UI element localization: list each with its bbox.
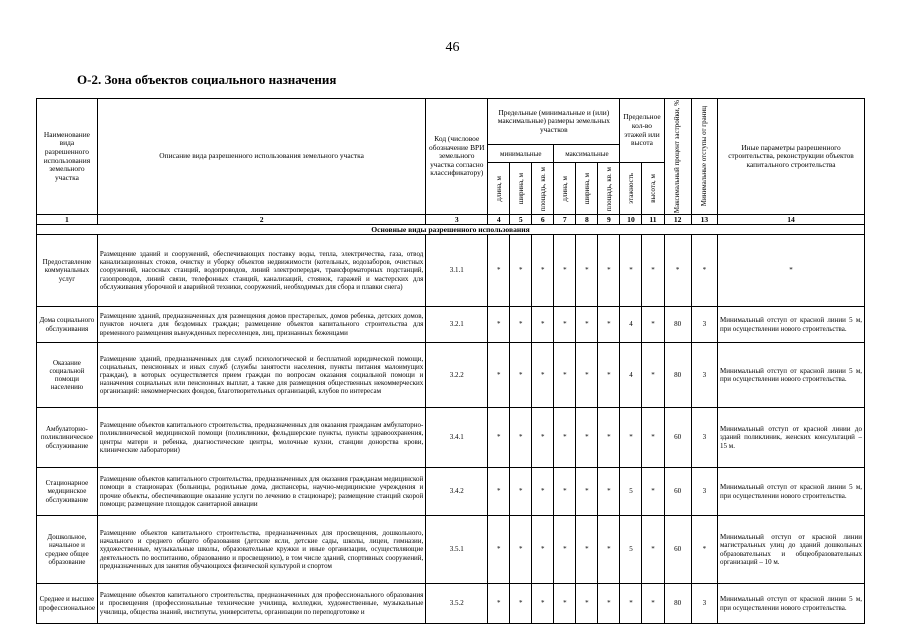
row-other-params: Минимальный отступ от красной линии 5 м, при осуществлении нового строительства. xyxy=(718,468,865,516)
row-name: Стационарное медицинское обслуживание xyxy=(37,468,98,516)
row-value: 80 xyxy=(664,343,691,408)
col-number: 4 xyxy=(488,215,510,225)
row-description: Размещение зданий и сооружений, обеспечивающих поставку воды, тепла, электричества, газа, отвод канализационных стоков, очистку и уборку объектов недвижимости (котельных, водозаборов, очистных сооружений, насосных станций, водопроводов, линий электропередач, трансформаторных подстанций, газопроводов, линий связи, телефонных станций, канализаций, стоянок, гаражей и мастерских для обслуживания уборочной и аварийной техники, сооружений, необходимых для сбора и плавки снега) xyxy=(97,235,425,307)
row-value: * xyxy=(532,516,554,584)
row-value: * xyxy=(598,307,620,343)
row-value: 3 xyxy=(691,343,717,408)
table-row xyxy=(37,343,865,408)
row-description: Размещение объектов капитального строительства, предназначенных для профессионального образования и просвещения (профессиональные технические училища, колледжи, художественные, музыкальные училища, общества знаний, институты, университеты, организации по переподготовке и xyxy=(97,584,425,624)
column-numbers-row xyxy=(37,215,865,225)
row-description: Размещение зданий, предназначенных для служб психологической и бесплатной юридической помощи, социальных, пенсионных и иных служб (службы занятости населения, пункты питания малоимущих граждан), в которых осуществляется прием граждан по вопросам оказания социальной помощи и назначения социальных или пенсионных выплат, а также для размещения общественных некоммерческих организаций: некоммерческих фондов, благотворительных организаций, клубов по интересам xyxy=(97,343,425,408)
header-width-min: ширина, м xyxy=(516,173,525,205)
header-length-min: длина, м xyxy=(494,175,503,202)
row-value: * xyxy=(620,235,642,307)
header-other-params: Иные параметры разрешенного строительства, реконструкции объектов капитального строительства xyxy=(718,99,865,215)
row-description: Размещение объектов капитального строительства, предназначенных для оказания гражданам амбулаторно-поликлинической медицинской помощи (поликлиники, фельдшерские пункты, пункты здравоохранения, центры матери и ребенка, диагностические центры, молочные кухни, станции донорства крови, клинические лаборатории) xyxy=(97,408,425,468)
row-value: * xyxy=(691,516,717,584)
row-value: 3 xyxy=(691,584,717,624)
row-code: 3.4.1 xyxy=(426,408,488,468)
row-value: 4 xyxy=(620,343,642,408)
row-value: 5 xyxy=(620,516,642,584)
row-value: * xyxy=(510,235,532,307)
row-value: 80 xyxy=(664,307,691,343)
row-value: * xyxy=(642,516,664,584)
header-col2: Описание вида разрешенного использования земельного участка xyxy=(97,99,425,215)
row-other-params: * xyxy=(718,235,865,307)
row-description: Размещение объектов капитального строительства, предназначенных для оказания гражданам медицинской помощи в стационарах (больницы, родильные дома, диспансеры, научно-медицинские учреждения и прочие объекты, обеспечивающие оказание услуги по лечению в стационаре); размещение станций скорой помощи; размещение площадок санитарной авиации xyxy=(97,468,425,516)
row-name: Дошкольное, начальное и среднее общее образование xyxy=(37,516,98,584)
row-value: * xyxy=(554,468,576,516)
row-code: 3.5.2 xyxy=(426,584,488,624)
section-title: Основные виды разрешенного использования xyxy=(37,225,865,235)
row-other-params: Минимальный отступ от красной линии 5 м, при осуществлении нового строительства. xyxy=(718,343,865,408)
col-number: 10 xyxy=(620,215,642,225)
row-value: * xyxy=(488,468,510,516)
row-value: * xyxy=(642,468,664,516)
row-name: Оказание социальной помощи населению xyxy=(37,343,98,408)
table-row xyxy=(37,408,865,468)
row-other-params: Минимальный отступ от красной линии 5 м, при осуществлении нового строительства. xyxy=(718,584,865,624)
row-value: 80 xyxy=(664,584,691,624)
row-value: * xyxy=(532,408,554,468)
table-row xyxy=(37,307,865,343)
row-value: 60 xyxy=(664,516,691,584)
row-name: Предоставление коммунальных услуг xyxy=(37,235,98,307)
row-other-params: Минимальный отступ от красной линии до зданий поликлиник, женских консультаций – 15 м. xyxy=(718,408,865,468)
row-name: Амбулаторно-поликлиническое обслуживание xyxy=(37,408,98,468)
header-width-max: ширина, м xyxy=(582,173,591,205)
row-value: * xyxy=(532,343,554,408)
col-number: 1 xyxy=(37,215,98,225)
row-value: * xyxy=(642,235,664,307)
header-floors: этажность xyxy=(626,173,635,205)
row-value: * xyxy=(691,235,717,307)
col-number: 14 xyxy=(718,215,865,225)
page-number: 46 xyxy=(445,40,460,55)
zoning-table xyxy=(36,98,865,624)
row-value: * xyxy=(554,235,576,307)
col-number: 8 xyxy=(576,215,598,225)
row-value: 5 xyxy=(620,468,642,516)
table-row xyxy=(37,468,865,516)
header-max-group: максимальные xyxy=(554,145,620,163)
row-value: * xyxy=(598,584,620,624)
row-value: * xyxy=(510,468,532,516)
row-code: 3.1.1 xyxy=(426,235,488,307)
header-area-min: площадь, кв. м xyxy=(538,166,547,211)
row-value: 60 xyxy=(664,408,691,468)
row-value: * xyxy=(642,343,664,408)
col-number: 11 xyxy=(642,215,664,225)
row-value: 3 xyxy=(691,468,717,516)
row-value: * xyxy=(488,307,510,343)
col-number: 6 xyxy=(532,215,554,225)
row-value: * xyxy=(554,343,576,408)
row-value: * xyxy=(532,307,554,343)
row-value: * xyxy=(488,343,510,408)
table-row xyxy=(37,584,865,624)
row-value: * xyxy=(642,408,664,468)
row-code: 3.2.1 xyxy=(426,307,488,343)
row-value: * xyxy=(510,343,532,408)
row-value: * xyxy=(510,408,532,468)
header-length-max: длина, м xyxy=(560,175,569,202)
row-name: Дома социального обслуживания xyxy=(37,307,98,343)
row-value: * xyxy=(576,468,598,516)
table-row xyxy=(37,516,865,584)
row-value: * xyxy=(576,584,598,624)
row-code: 3.2.2 xyxy=(426,343,488,408)
header-col3: Код (числовое обозначение ВРИ земельного участка согласно классификатору) xyxy=(426,99,488,215)
row-value: 3 xyxy=(691,408,717,468)
row-other-params: Минимальный отступ от красной линии магистральных улиц до зданий дошкольных образовательных и общеобразовательных организаций – 10 м. xyxy=(718,516,865,584)
row-value: * xyxy=(598,235,620,307)
row-value: * xyxy=(642,584,664,624)
row-value: * xyxy=(532,235,554,307)
row-value: * xyxy=(598,408,620,468)
row-value: * xyxy=(576,343,598,408)
row-name: Среднее и высшее профессиональное xyxy=(37,584,98,624)
row-value: * xyxy=(664,235,691,307)
row-other-params: Минимальный отступ от красной линии 5 м, при осуществлении нового строительства. xyxy=(718,307,865,343)
row-value: * xyxy=(488,408,510,468)
row-value: * xyxy=(488,235,510,307)
header-limits-group: Предельные (минимальные и (или) максимальные) размеры земельных участков xyxy=(488,99,620,145)
row-value: * xyxy=(576,408,598,468)
row-value: * xyxy=(576,307,598,343)
header-max-percent: Максимальный процент застройки, % xyxy=(673,100,682,214)
row-description: Размещение зданий, предназначенных для размещения домов престарелых, домов ребенка, детских домов, пунктов ночлега для бездомных граждан; размещение объектов капитального строительства для временного размещения вынужденных переселенцев, лиц, признанных беженцами xyxy=(97,307,425,343)
row-value: * xyxy=(620,408,642,468)
row-value: * xyxy=(576,516,598,584)
header-col1: Наименование вида разрешенного использования земельного участка xyxy=(37,99,98,215)
row-value: 3 xyxy=(691,307,717,343)
row-value: * xyxy=(510,584,532,624)
row-value: * xyxy=(510,307,532,343)
row-value: * xyxy=(554,516,576,584)
row-value: * xyxy=(576,235,598,307)
col-number: 2 xyxy=(97,215,425,225)
col-number: 9 xyxy=(598,215,620,225)
row-value: 4 xyxy=(620,307,642,343)
row-code: 3.5.1 xyxy=(426,516,488,584)
row-value: * xyxy=(532,468,554,516)
row-value: * xyxy=(598,468,620,516)
row-description: Размещение объектов капитального строительства, предназначенных для просвещения, дошкольного, начального и среднего общего образования (детские ясли, детские сады, школы, лицеи, гимназии, художественные, музыкальные школы, образовательные кружки и иные организации, осуществляющие деятельность по воспитанию, образованию и просвещению), в том числе зданий, спортивных сооружений, предназначенных для занятия обучающихся физической культурой и спортом xyxy=(97,516,425,584)
col-number: 7 xyxy=(554,215,576,225)
header-floors-group: Предельное кол-во этажей или высота xyxy=(620,99,664,163)
row-value: * xyxy=(554,584,576,624)
row-value: * xyxy=(488,584,510,624)
header-height: высота, м xyxy=(648,174,657,203)
row-value: * xyxy=(510,516,532,584)
row-code: 3.4.2 xyxy=(426,468,488,516)
col-number: 5 xyxy=(510,215,532,225)
row-value: * xyxy=(554,307,576,343)
row-value: * xyxy=(642,307,664,343)
table-row xyxy=(37,235,865,307)
row-value: 60 xyxy=(664,468,691,516)
page-title: О-2. Зона объектов социального назначения xyxy=(77,72,337,87)
col-number: 3 xyxy=(426,215,488,225)
header-min-setback: Минимальные отступы от границ xyxy=(700,106,709,207)
col-number: 13 xyxy=(691,215,717,225)
row-value: * xyxy=(488,516,510,584)
row-value: * xyxy=(598,343,620,408)
col-number: 12 xyxy=(664,215,691,225)
row-value: * xyxy=(598,516,620,584)
header-area-max: площадь, кв. м xyxy=(604,166,613,211)
row-value: * xyxy=(532,584,554,624)
header-min-group: минимальные xyxy=(488,145,554,163)
row-value: * xyxy=(554,408,576,468)
row-value: * xyxy=(620,584,642,624)
